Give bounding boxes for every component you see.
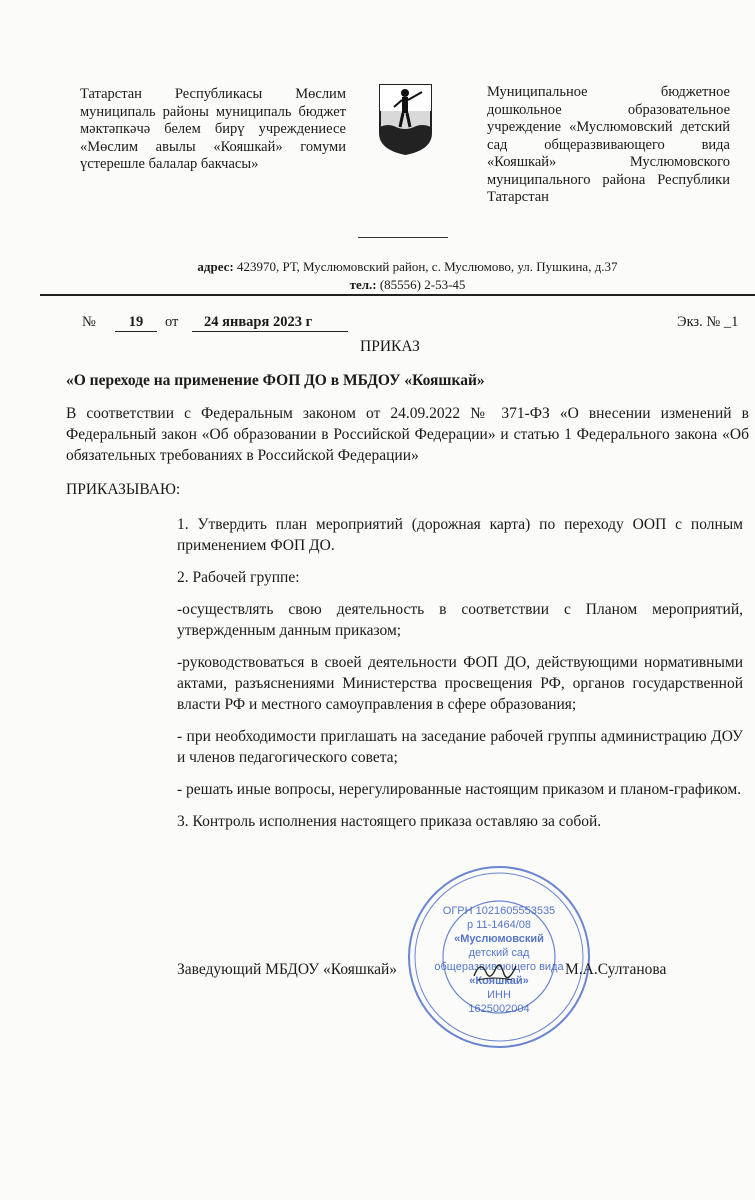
official-stamp	[404, 862, 594, 1052]
order-number-field	[115, 314, 157, 332]
order-date: 24 января 2023 г	[192, 314, 348, 332]
order-items	[177, 514, 743, 843]
stamp-line3: «Муслюмовский	[454, 933, 544, 945]
address-label: адрес:	[197, 259, 234, 274]
address-line	[40, 258, 755, 276]
stamp-line5: общеразвивающего вида	[434, 961, 564, 973]
order-item-1: 1. Утвердить план мероприятий (дорожная карта) по переходу ООП с полным применением ФОП ДО.	[177, 516, 743, 554]
header-right-russian: Муниципальное бюджетное дошкольное образовательное учреждение «Муслюмовский детский сад общеразвивающего вида «Кояшкай» Муслюмовского муниципального района Республики Татарстан	[487, 84, 730, 205]
order-item-2a: -осуществлять свою деятельность в соответствии с Планом мероприятий, утвержденным данным приказом;	[177, 601, 743, 639]
header-divider	[358, 237, 448, 238]
stamp-line6: «Кояшкай»	[469, 975, 529, 987]
order-item-2: 2. Рабочей группе:	[177, 569, 300, 586]
emblem-logo	[378, 83, 433, 155]
order-from-label: от	[165, 314, 179, 330]
signer-name: М.А.Султанова	[565, 961, 667, 978]
stamp-inn: 1625002004	[468, 1003, 530, 1015]
order-date-field	[192, 314, 348, 332]
order-item-3: 3. Контроль исполнения настоящего приказа оставляю за собой.	[177, 813, 602, 830]
order-number: 19	[115, 314, 157, 332]
address-block	[40, 258, 755, 294]
phone-line	[40, 276, 755, 294]
copy-number: Экз. № _1	[677, 314, 739, 330]
stamp-line2: р 11-1464/08	[466, 919, 532, 931]
stamp-line4: детский сад	[468, 947, 530, 959]
order-item-2b: -руководствоваться в своей деятельности ФОП ДО, действующими нормативными актами, разъяснениями Министерства просвещения РФ, органов государственной власти РФ и местного самоуправления в сфере образования;	[177, 654, 743, 713]
document-title: ПРИКАЗ	[360, 338, 420, 355]
handwritten-signature	[470, 958, 520, 986]
order-preamble: В соответствии с Федеральным законом от 24.09.2022 № 371-ФЗ «О внесении изменений в Федеральный закон «Об образовании в Российской Федерации» и статью 1 Федерального закона «Об обязательных требованиях в Российской Федерации»	[66, 405, 749, 464]
header-left-tatar: Татарстан Республикасы Мөслим муниципаль районы муниципаль бюджет мәктәпкәчә белем бирү учреждениесе «Мөслим авылы «Кояшкай» гомуми үстерешле балалар бакчасы»	[80, 86, 346, 172]
order-subject: «О переходе на применение ФОП ДО в МБДОУ «Кояшкай»	[66, 372, 485, 389]
phone-value: (85556) 2-53-45	[376, 277, 466, 292]
stamp-ogrn: ОГРН 1021605553535	[442, 905, 556, 917]
order-item-2c: - при необходимости приглашать на заседание рабочей группы администрацию ДОУ и членов педагогического совета;	[177, 728, 743, 766]
order-directive: ПРИКАЗЫВАЮ:	[66, 481, 181, 498]
order-item-2d: - решать иные вопросы, нерегулированные настоящим приказом и планом-графиком.	[177, 781, 742, 798]
order-number-label: №	[82, 314, 96, 330]
signer-position: Заведующий МБДОУ «Кояшкай»	[177, 961, 398, 978]
phone-label: тел.:	[349, 277, 377, 292]
address-value: 423970, РТ, Муслюмовский район, с. Муслюмово, ул. Пушкина, д.37	[233, 259, 618, 274]
page-divider	[40, 294, 755, 296]
stamp-inn-label: ИНН	[487, 989, 511, 1001]
